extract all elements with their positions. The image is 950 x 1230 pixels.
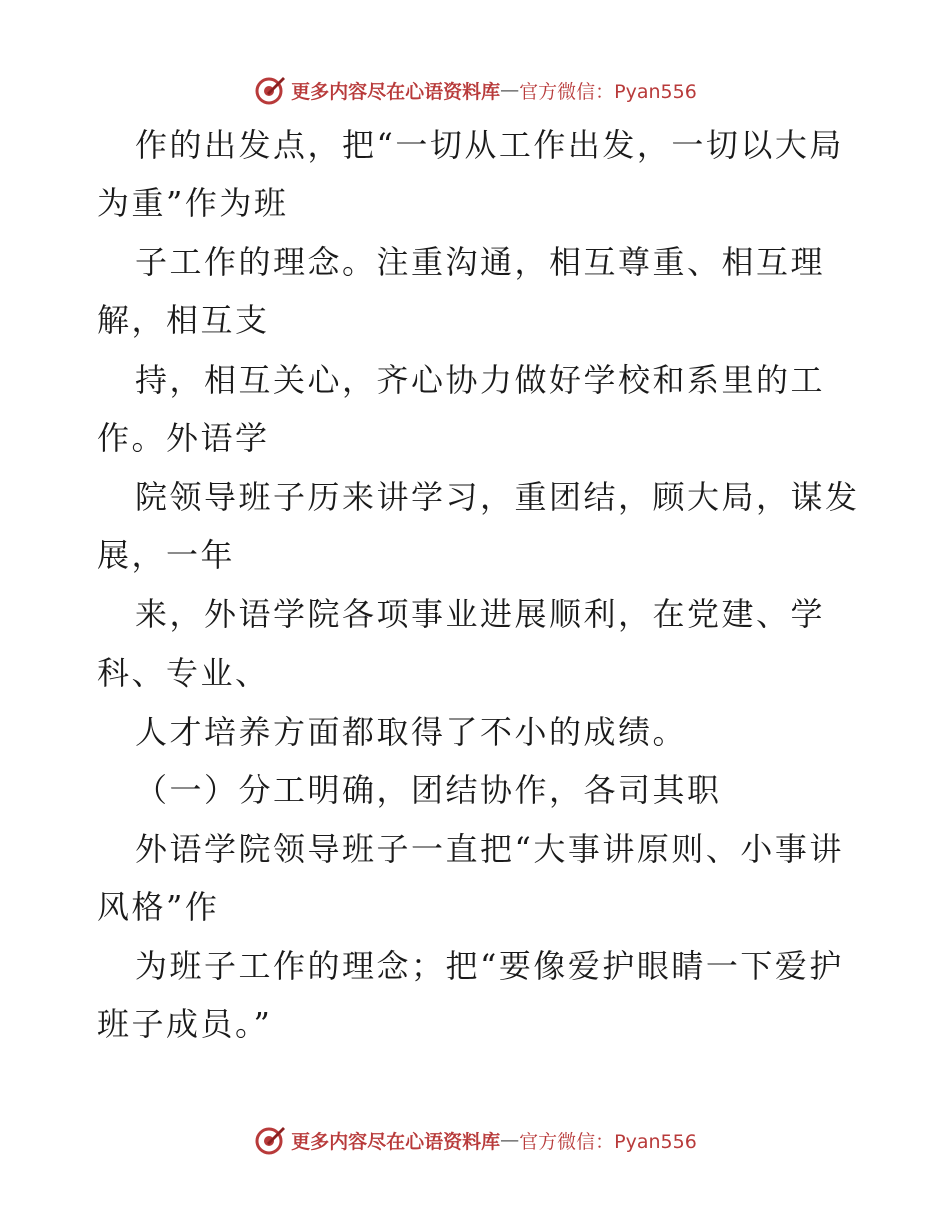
text-line-7: 院领导班子历来讲学习，重团结，顾大局，谋发 (135, 478, 860, 516)
text-line-1: 作的出发点，把“一切从工作出发，一切以大局 (135, 126, 844, 164)
banner-wechat: 官方微信：Pyan556 (519, 80, 697, 103)
text-line-4: 解，相互支 (97, 301, 270, 339)
text-line-16: 班子成员。” (97, 1005, 273, 1043)
text-line-3: 子工作的理念。注重沟通，相互尊重、相互理 (135, 243, 826, 281)
text-line-10: 科、专业、 (97, 654, 270, 692)
text-line-2: 为重”作为班 (97, 184, 289, 222)
banner-separator: — (500, 1129, 520, 1151)
text-line-9: 来，外语学院各项事业进展顺利，在党建、学 (135, 595, 826, 633)
footer-banner (0, 1120, 950, 1160)
section-heading: （一）分工明确，团结协作，各司其职 (135, 771, 722, 809)
banner-wechat: 官方微信：Pyan556 (519, 1130, 697, 1153)
pen-circle-icon (253, 1123, 287, 1157)
banner-separator: — (500, 79, 520, 101)
text-line-6: 作。外语学 (97, 419, 270, 457)
banner-text: 更多内容尽在心语资料库 (291, 80, 501, 103)
text-line-11: 人才培养方面都取得了不小的成绩。 (135, 713, 688, 751)
text-line-13: 外语学院领导班子一直把“大事讲原则、小事讲 (135, 830, 844, 868)
text-line-15: 为班子工作的理念；把“要像爱护眼睛一下爱护 (135, 947, 844, 985)
text-line-5: 持，相互关心，齐心协力做好学校和系里的工 (135, 361, 826, 399)
text-line-8: 展，一年 (97, 536, 236, 574)
banner-text: 更多内容尽在心语资料库 (291, 1130, 501, 1153)
text-line-14: 风格”作 (97, 888, 220, 926)
